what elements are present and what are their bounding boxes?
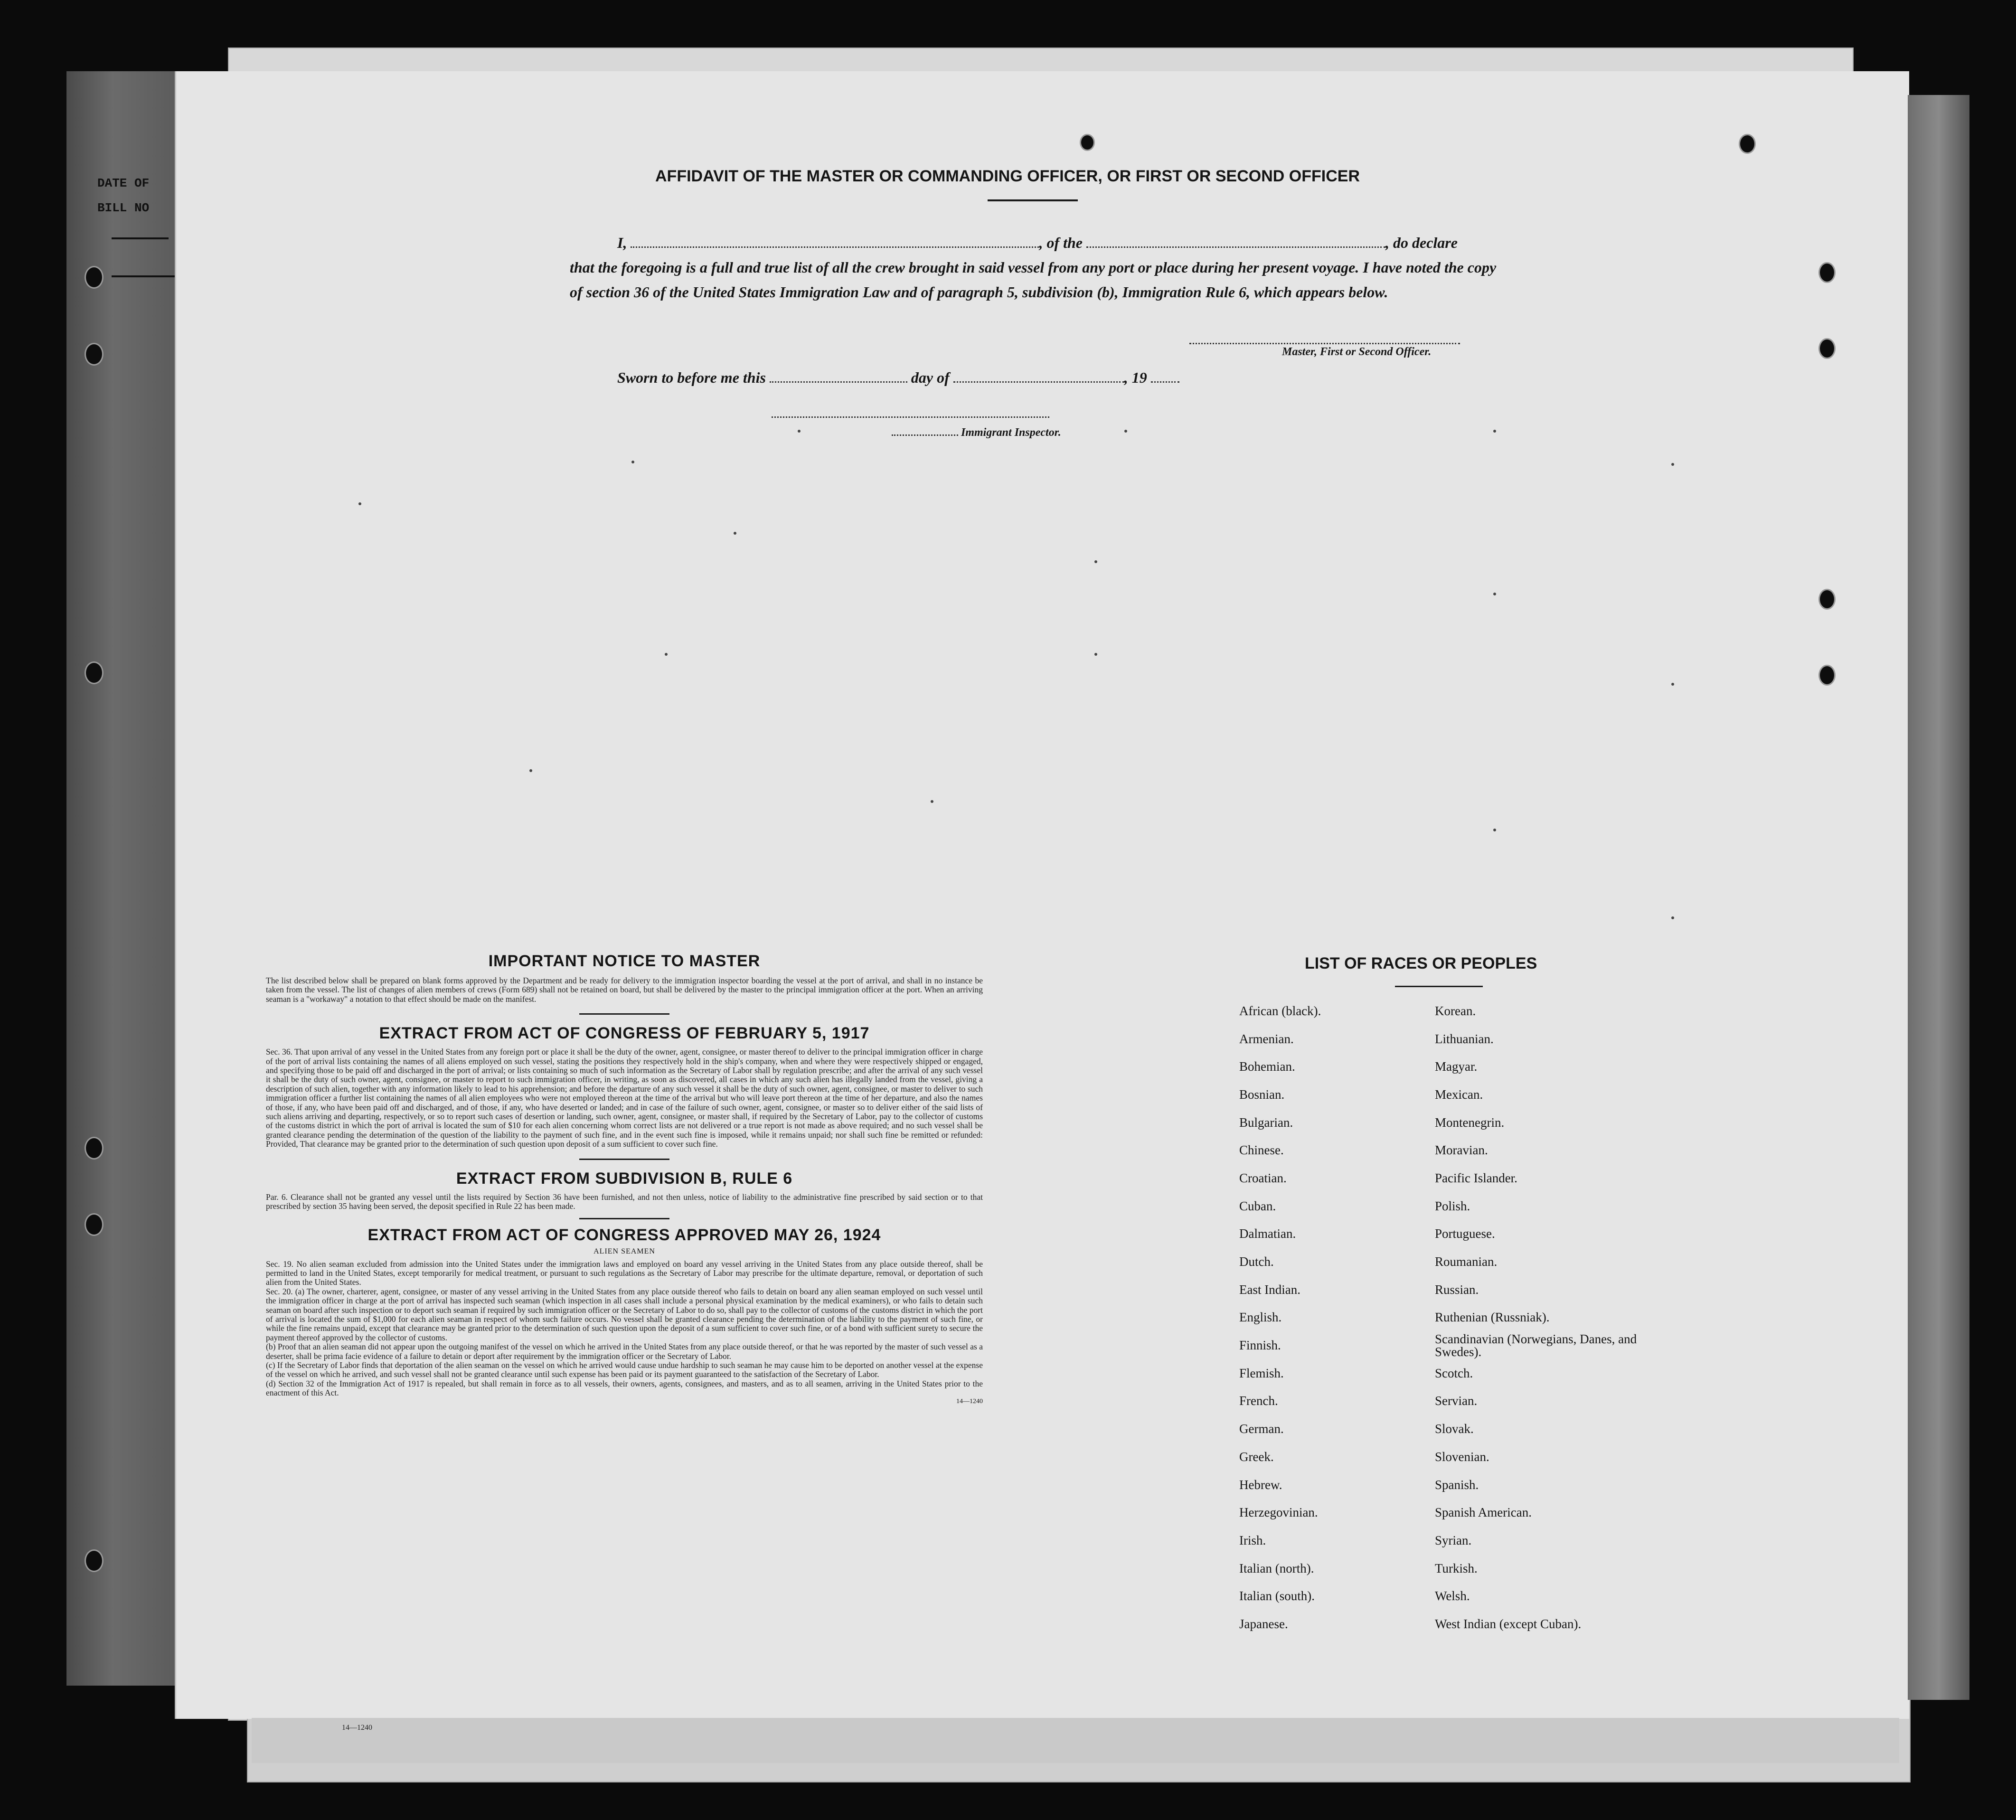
- inspector-caption: [892, 426, 1061, 439]
- race-item: Slovak.: [1435, 1422, 1474, 1436]
- race-item: Bosnian.: [1239, 1087, 1285, 1102]
- race-item: English.: [1239, 1310, 1282, 1325]
- race-item: Spanish American.: [1435, 1505, 1532, 1520]
- form-number: 14—1240: [956, 1397, 983, 1405]
- sworn-label: Sworn to before me this: [617, 369, 766, 386]
- punch-hole: [85, 1213, 104, 1236]
- page-edge: [1908, 95, 1969, 1700]
- race-item: Armenian.: [1239, 1031, 1294, 1046]
- race-item: West Indian (except Cuban).: [1435, 1616, 1582, 1631]
- do-declare-label: , do declare: [1385, 234, 1458, 251]
- extract-1924-paragraph: (c) If the Secretary of Labor finds that deportation of the alien seaman on the vessel on which he arrived would cause undue hardship to such seaman he may cause him to be deported on another vessel at the expense of the vessel on which he arrived, and such vessel shall not be granted clearance until such expense has been paid or its payment guaranteed to the satisfaction of the Secretary of Labor.: [266, 1360, 983, 1379]
- binder-label: [97, 171, 149, 220]
- bleed-dot: [734, 532, 736, 535]
- bottom-form-number: 14—1240: [342, 1724, 372, 1732]
- declarant-label: I,: [617, 234, 627, 251]
- race-item: Finnish.: [1239, 1338, 1281, 1353]
- affidavit-body: [570, 230, 1500, 304]
- bleed-dot: [631, 461, 634, 463]
- extract-1924-paragraph: (b) Proof that an alien seaman did not appear upon the outgoing manifest of the vessel on which he arrived in the United States from any place outside thereof, or that he was reported by the master of such vessel as a deserter, shall be prima facie evidence of a failure to detain or deport after requirement by the immigration officer or the Secretary of Labor.: [266, 1342, 983, 1361]
- bleed-dot: [1493, 430, 1496, 433]
- punch-hole: [1818, 262, 1836, 283]
- vessel-name-field[interactable]: [1086, 233, 1385, 248]
- bleed-dot: [798, 430, 801, 433]
- year-label: , 19: [1124, 369, 1147, 386]
- punch-hole: [85, 1549, 104, 1572]
- bleed-dot: [1671, 463, 1674, 466]
- section-divider: [579, 1013, 669, 1015]
- extract-1924-paragraph: (d) Section 32 of the Immigration Act of 1917 is repealed, but shall remain in force as to all vessels, their owners, agents, consignees, and masters, and as to all seamen, arriving in the United States prior to the enactment of this Act.: [266, 1378, 983, 1398]
- binder-strip: [66, 71, 183, 1686]
- inspector-signature-field[interactable]: [772, 416, 1049, 418]
- race-item: German.: [1239, 1422, 1284, 1436]
- race-item: Ruthenian (Russniak).: [1435, 1310, 1550, 1325]
- binder-rule: [112, 237, 169, 239]
- punch-hole: [85, 343, 104, 366]
- punch-hole: [1739, 134, 1756, 154]
- inspector-caption-text: Immigrant Inspector.: [961, 426, 1061, 439]
- bleed-dot: [931, 800, 933, 803]
- bleed-dot: [1493, 593, 1496, 595]
- punch-hole: [1818, 338, 1836, 359]
- race-item: Hebrew.: [1239, 1477, 1282, 1492]
- sworn-line: [617, 368, 1179, 387]
- notice-block: [266, 952, 983, 1405]
- section-divider: [579, 1159, 669, 1160]
- punch-hole: [1818, 589, 1836, 610]
- sworn-month-field[interactable]: [953, 368, 1124, 383]
- race-item: Flemish.: [1239, 1366, 1284, 1380]
- race-item: Bulgarian.: [1239, 1115, 1293, 1130]
- race-item: Slovenian.: [1435, 1449, 1489, 1464]
- race-item: Croatian.: [1239, 1170, 1287, 1185]
- title-rule: [988, 199, 1078, 201]
- race-item: Pacific Islander.: [1435, 1170, 1517, 1185]
- race-item: Bohemian.: [1239, 1059, 1295, 1074]
- races-list: [1239, 997, 1648, 1638]
- race-item: Montenegrin.: [1435, 1115, 1505, 1130]
- master-signature-caption: Master, First or Second Officer.: [1282, 346, 1432, 358]
- bleed-dot: [1094, 560, 1097, 563]
- extract-1924-paragraph: Sec. 19. No alien seaman excluded from admission into the United States under the immigration laws and employed on board any vessel arriving in the United States from any place outside thereof, shall be permitted to land in the United States, except temporarily for medical treatment, or pursuant to such regulations as the Secretary of Labor may prescribe for the ultimate departure, removal, or deportation of such alien from the United States.: [266, 1259, 983, 1287]
- race-item: Russian.: [1435, 1282, 1479, 1297]
- race-item: Moravian.: [1435, 1143, 1488, 1158]
- race-item: Italian (south).: [1239, 1589, 1315, 1603]
- sworn-year-field[interactable]: [1151, 368, 1179, 383]
- race-item: Welsh.: [1435, 1589, 1470, 1603]
- races-rule: [1395, 986, 1483, 987]
- bleed-dot: [1671, 683, 1674, 686]
- declarant-name-field[interactable]: [631, 233, 1039, 248]
- notice-text: The list described below shall be prepared on blank forms approved by the Department and be ready for delivery to the immigration inspector boarding the vessel at the port of arrival, and shall in no instance be taken from the vessel. The list of changes of alien members of crews (Form 689) shall not be retained on board, but shall be delivered by the master to the principal immigration officer at the port. When an arriving seaman is a "workaway" a notation to that effect should be made on the manifest.: [266, 976, 983, 1004]
- extract-1917-text: Sec. 36. That upon arrival of any vessel in the United States from any foreign port or place it shall be the duty of the owner, agent, consignee, or master thereof to deliver to the principal immigration officer in charge of the port of arrival lists containing the names of all aliens employed on such vessel, stating the positions they respectively hold in the ship's company, when and where they were respectively shipped or engaged, and specifying those to be paid off and discharged in the port of arrival; or lists containing so much of such information as the Secretary of Labor shall by regulation prescribe; and after the arrival of any such vessel it shall be the duty of such owner, agent, consignee, or master to report to such immigration officer, in writing, as soon as discovered, all cases in which any such alien has illegally landed from the vessel, giving a description of such alien, together with any information likely to lead to his apprehension; and before the departure of any such vessel it shall be the duty of such owner, agent, consignee, or master to deliver to such immigration officer a further list containing the names of all alien employees who were not employed thereon at the time of the arrival but who will leave port thereon at the time of her departure, and also the names of those, if any, who have been paid off and discharged, and of those, if any, who have deserted or landed; and in case of the failure of such owner, agent, consignee, or master so to deliver either of the said lists of such aliens arriving and departing, respectively, or so to report such cases of desertion or landing, such owner, agent, consignee, or master shall, if required by the Secretary of Labor, pay to the collector of customs of the customs district in which the port of arrival is located the sum of $10 for each alien concerning whom correct lists are not delivered or a true report is not made as above required; and no such vessel shall be granted clearance pending the determination of the question of the liability to the payment of such fine, and in the event such fine is imposed, while it remains unpaid; nor shall such fine be remitted or refunded: Provided, That clearance may be granted prior to the determination of such question upon deposit of a sum sufficient to cover such fine.: [266, 1047, 983, 1149]
- race-item: Chinese.: [1239, 1143, 1284, 1158]
- race-item: Lithuanian.: [1435, 1031, 1494, 1046]
- punch-hole: [85, 661, 104, 684]
- race-item: Dalmatian.: [1239, 1226, 1296, 1241]
- race-item: East Indian.: [1239, 1282, 1300, 1297]
- declaration-line: [570, 230, 1500, 255]
- race-item: Italian (north).: [1239, 1561, 1314, 1575]
- race-item: Mexican.: [1435, 1087, 1483, 1102]
- binder-label-bill: BILL NO: [97, 201, 150, 215]
- race-item: Polish.: [1435, 1198, 1470, 1213]
- race-item: Turkish.: [1435, 1561, 1478, 1575]
- section-divider: [579, 1218, 669, 1219]
- binder-rule: [112, 275, 183, 277]
- race-item: Irish.: [1239, 1533, 1266, 1547]
- affidavit-title: AFFIDAVIT OF THE MASTER OR COMMANDING OFFICER, OR FIRST OR SECOND OFFICER: [655, 167, 1360, 185]
- extract-rule6-title: EXTRACT FROM SUBDIVISION B, RULE 6: [456, 1169, 793, 1188]
- bleed-dot: [358, 502, 361, 505]
- bottom-sheet: [252, 1718, 1899, 1763]
- race-item: Magyar.: [1435, 1059, 1478, 1074]
- race-item: Roumanian.: [1435, 1254, 1498, 1269]
- notice-title: IMPORTANT NOTICE TO MASTER: [488, 952, 761, 970]
- inspector-name-field[interactable]: [892, 428, 958, 436]
- race-item: Spanish.: [1435, 1477, 1479, 1492]
- bleed-dot: [665, 653, 668, 656]
- declaration-text: that the foregoing is a full and true list of all the crew brought in said vessel from any port or place during her present voyage. I have noted the copy of section 36 of the United States Immigration Law and of paragraph 5, subdivision (b), Immigration Rule 6, which appears below.: [570, 259, 1497, 301]
- punch-hole: [1080, 134, 1095, 151]
- race-item: French.: [1239, 1394, 1278, 1408]
- race-item: Scotch.: [1435, 1366, 1473, 1380]
- races-title: LIST OF RACES OR PEOPLES: [1305, 954, 1537, 972]
- race-item: Greek.: [1239, 1449, 1274, 1464]
- alien-seamen-subtitle: ALIEN SEAMEN: [593, 1247, 655, 1255]
- race-item: Scandinavian (Norwegians, Danes, and Swedes).: [1435, 1331, 1637, 1359]
- sworn-day-field[interactable]: [770, 368, 907, 383]
- extract-rule6-text: Par. 6. Clearance shall not be granted any vessel until the lists required by Section 36 have been furnished, and not then unless, notice of liability to the administrative fine prescribed by said section or to that prescribed by section 35 having been served, the deposit specified in Rule 22 has been made.: [266, 1192, 983, 1211]
- race-item: Portuguese.: [1435, 1226, 1495, 1241]
- bleed-dot: [1124, 430, 1127, 433]
- punch-hole: [85, 266, 104, 289]
- extract-1917-title: EXTRACT FROM ACT OF CONGRESS OF FEBRUARY 5, 1917: [379, 1024, 870, 1043]
- bleed-dot: [1094, 653, 1097, 656]
- race-item: Syrian.: [1435, 1533, 1472, 1547]
- extract-1924-paragraph: Sec. 20. (a) The owner, charterer, agent, consignee, or master of any vessel arriving in the United States from any place outside thereof who fails to detain on board any alien seaman employed on such vessel until the immigration officer in charge at the port of arrival has inspected such seaman (which inspection in all cases shall include a personal physical examination by the medical examiners), or who fails to detain such seaman on board after such inspection or to deport such seaman if required by such immigration officer or the Secretary of Labor to do so, shall pay to the collector of customs of the customs district in which the port of arrival is located the sum of $1,000 for each alien seaman in respect of whom such failure occurs. No vessel shall be granted clearance pending the determination of the liability to the payment of such fine, or while the fine remains unpaid, except that clearance may be granted prior to the determination of such question upon the deposit of a sum sufficient to cover such fine, or of a bond with sufficient surety to secure the payment thereof approved by the collector of customs.: [266, 1286, 983, 1342]
- race-item: Herzegovinian.: [1239, 1505, 1318, 1520]
- race-item: African (black).: [1239, 1003, 1321, 1018]
- affidavit-page: [175, 71, 1909, 1719]
- race-item: Servian.: [1435, 1394, 1478, 1408]
- day-of-label: day of: [911, 369, 950, 386]
- of-the-label: , of the: [1039, 234, 1083, 251]
- race-item: Korean.: [1435, 1003, 1476, 1018]
- race-item: Japanese.: [1239, 1616, 1288, 1631]
- bleed-dot: [1493, 829, 1496, 831]
- punch-hole: [1818, 665, 1836, 686]
- bleed-dot: [529, 769, 532, 772]
- master-signature-field[interactable]: [1189, 343, 1460, 344]
- race-item: Cuban.: [1239, 1198, 1276, 1213]
- binder-label-date: DATE OF: [97, 176, 150, 190]
- bleed-dot: [1671, 916, 1674, 919]
- race-item: Dutch.: [1239, 1254, 1274, 1269]
- punch-hole: [85, 1137, 104, 1160]
- extract-1924-title: EXTRACT FROM ACT OF CONGRESS APPROVED MAY 26, 1924: [367, 1226, 881, 1244]
